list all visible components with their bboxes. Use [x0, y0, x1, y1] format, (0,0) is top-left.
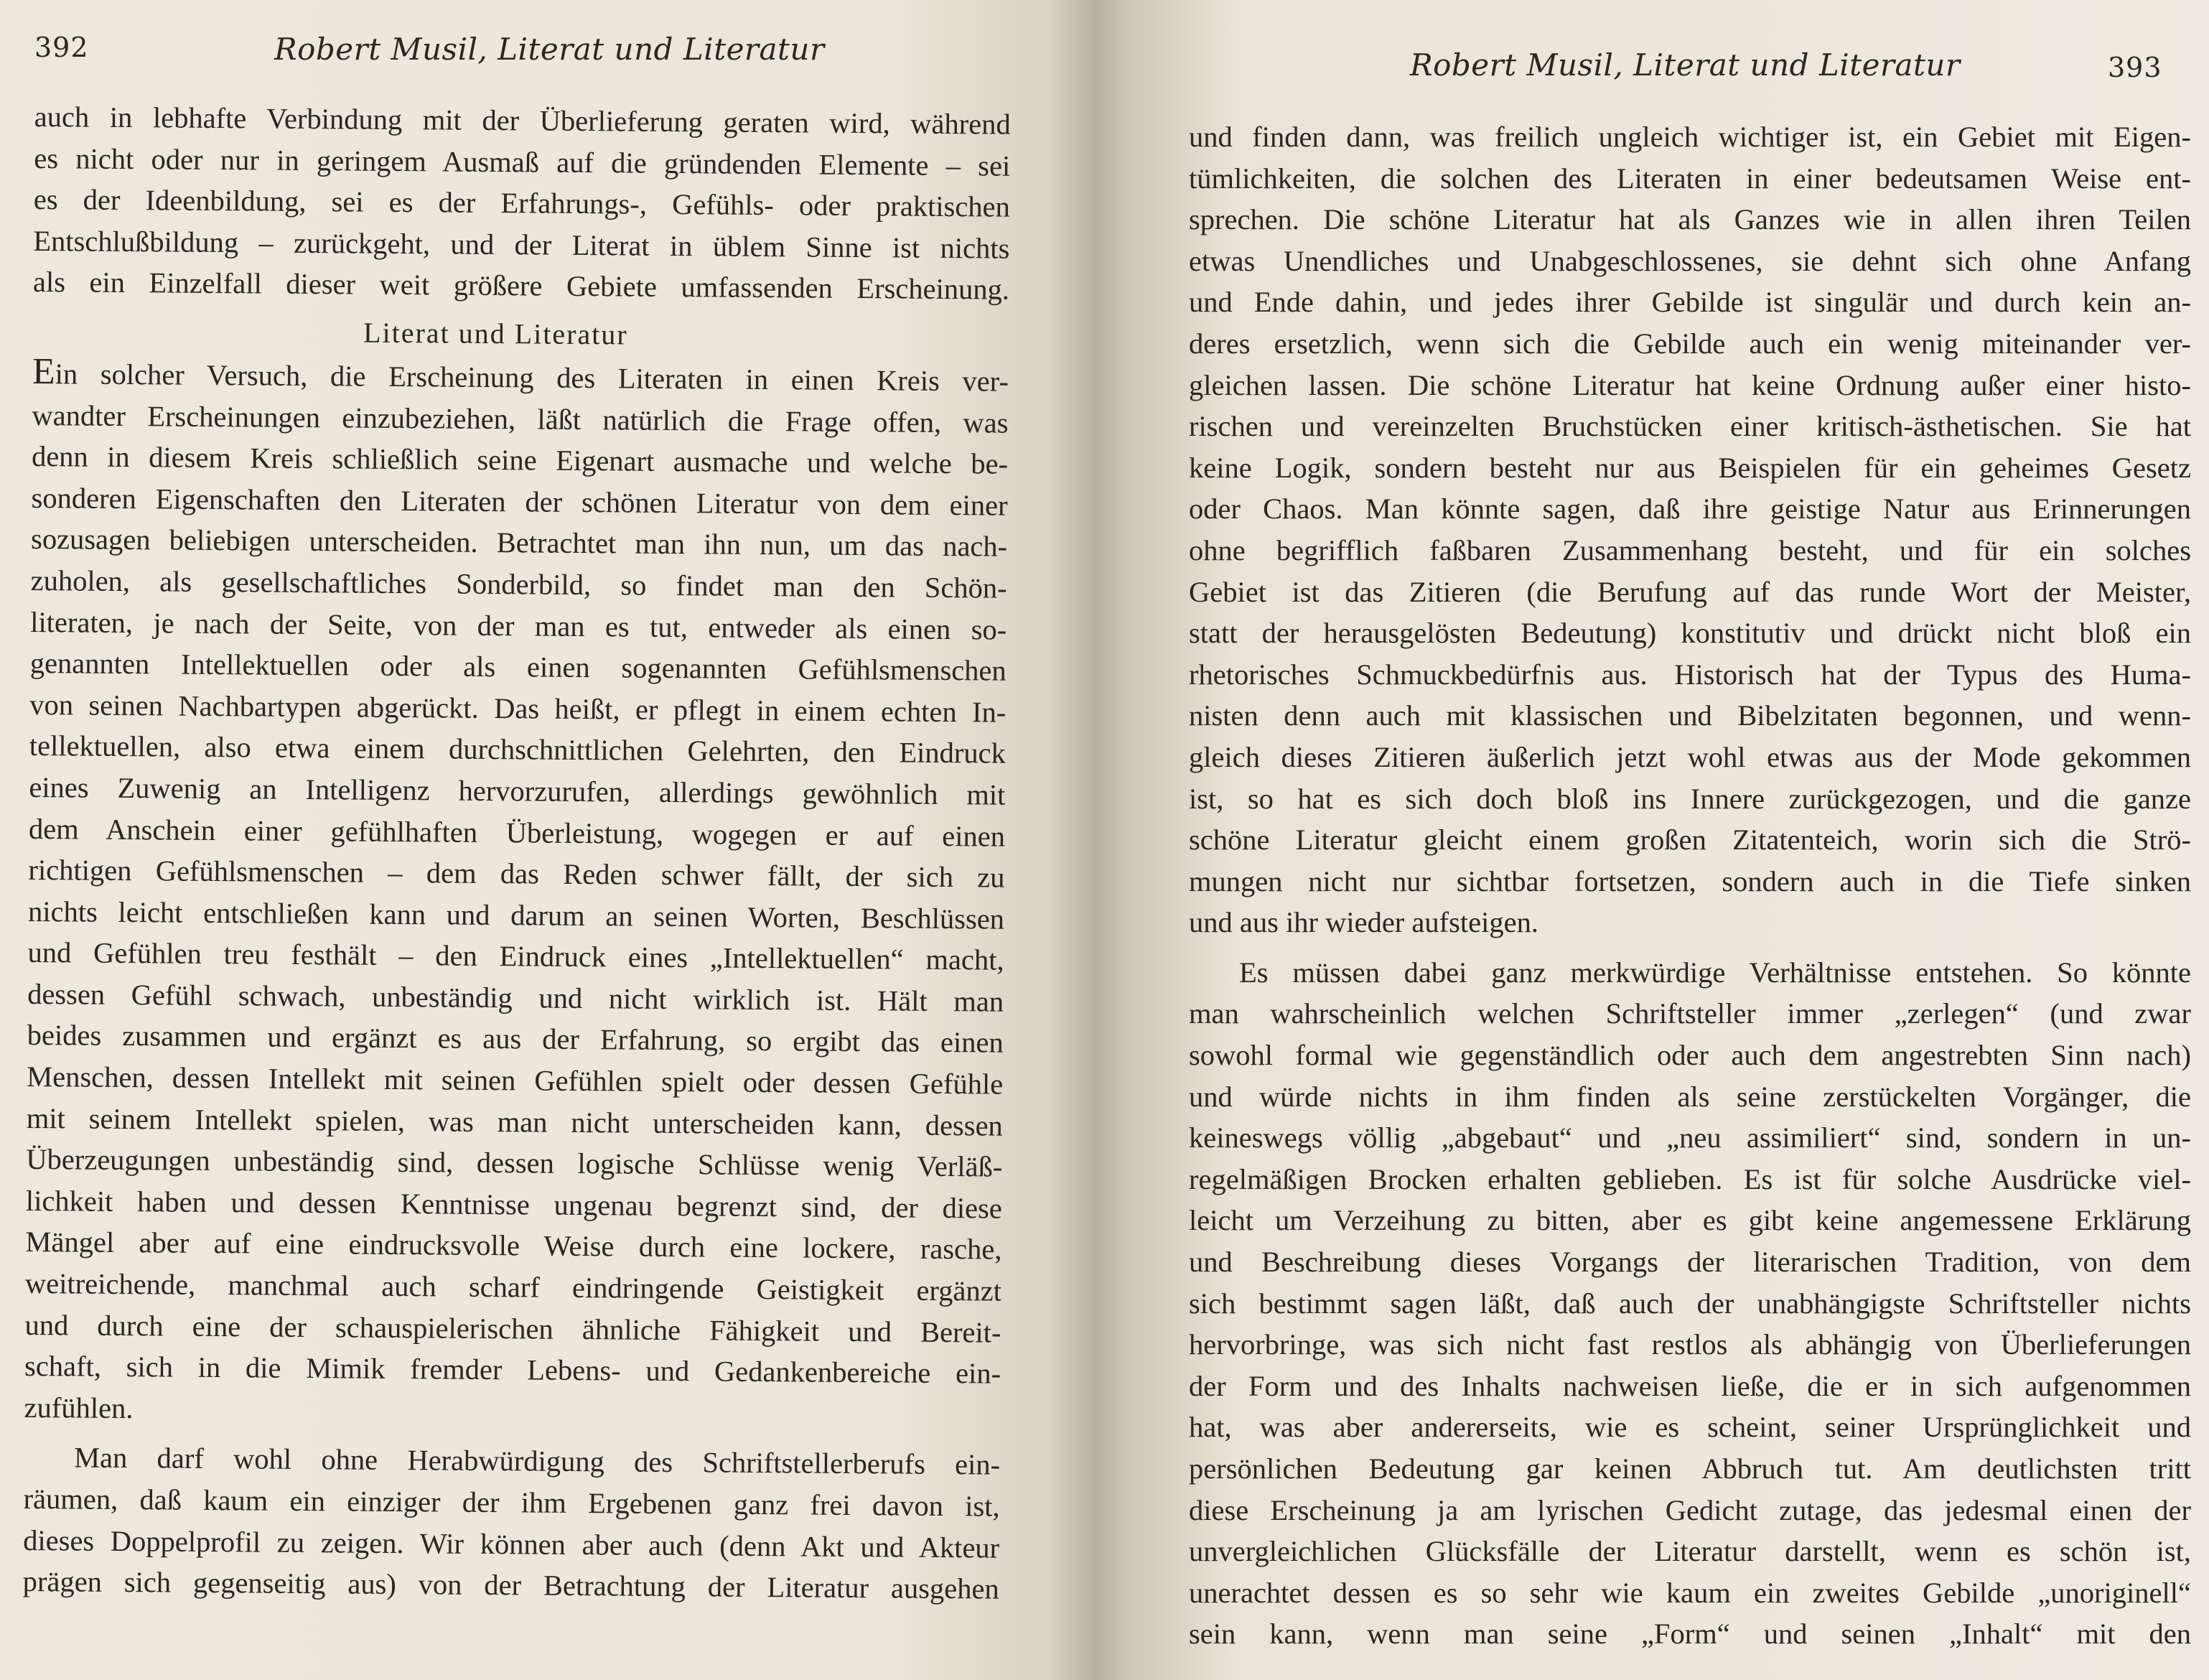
text-line: wandter Erscheinungen einzubeziehen, läßt natürlich die Frage offen, was — [32, 398, 1009, 439]
text-line: und Ende dahin, und jedes ihrer Gebilde ist singulär und durch kein an- — [1189, 286, 2191, 319]
text-line: Man darf wohl ohne Herabwürdigung des Schriftstellerberufs ein- — [73, 1441, 1001, 1482]
text-line: als ein Einzelfall dieser weit größere Gebiete umfassenden Erscheinung. — [32, 266, 1010, 307]
text-line: diese Erscheinung ja am lyrischen Gedicht zutage, das jedesmal einen der — [1189, 1493, 2191, 1526]
text-line: tellektuellen, also etwa einem durchschnittlichen Gelehrten, den Eindruck — [29, 729, 1007, 770]
text-line: dessen Gefühl schwach, unbeständig und nicht wirklich ist. Hält man — [27, 977, 1004, 1018]
text-line: etwas Unendliches und Unabgeschlossenes, sie dehnt sich ohne Anfang — [1189, 244, 2191, 277]
text-line: mungen nicht nur sichtbar fortsetzen, sondern auch in die Tiefe sinken — [1189, 864, 2191, 897]
text-line: und durch eine der schauspielerischen ähnliche Fähigkeit und Bereit- — [24, 1308, 1001, 1349]
left-page-number: 392 — [34, 32, 89, 63]
initial-letter: E — [32, 350, 55, 393]
text-line: schöne Literatur gleicht einem großen Zitatenteich, worin sich die Strö- — [1189, 823, 2191, 857]
text-line: persönlichen Bedeutung gar keinen Abbruch tut. Am deutlichsten tritt — [1189, 1452, 2191, 1485]
text-line: dieses Doppelprofil zu zeigen. Wir können aber auch (denn Akt und Akteur — [23, 1523, 1000, 1564]
right-page — [1117, 0, 2209, 1680]
text-line: genannten Intellektuellen oder als einen sogenannten Gefühlsmenschen — [29, 647, 1007, 687]
text-line: Menschen, dessen Intellekt mit seinen Gefühlen spielt oder dessen Gefühle — [27, 1060, 1004, 1101]
text-line: lichkeit haben und dessen Kenntnisse ungenau begrenzt sind, der diese — [25, 1184, 1003, 1225]
paragraph-gap — [1189, 943, 2191, 952]
text-line-first — [32, 350, 1009, 402]
left-page — [0, 0, 1091, 1680]
text-line: Gebiet ist das Zitieren (die Berufung auf das runde Wort der Meister, — [1189, 575, 2191, 608]
right-running-head: Robert Musil, Literat und Literatur — [1410, 47, 1961, 83]
text-line: weitreichende, manchmal auch scharf eindringende Geistigkeit ergänzt — [24, 1266, 1002, 1307]
text-line: eines Zuwenig an Intelligenz hervorzurufen, allerdings gewöhnlich mit — [29, 770, 1006, 811]
text-line: sozusagen beliebigen unterscheiden. Betrachtet man ihn nun, um das nach- — [30, 523, 1008, 564]
text-line-rest: in solcher Versuch, die Erscheinung des Literaten in einen Kreis ver- — [55, 358, 1009, 398]
text-line: sprechen. Die schöne Literatur hat als Ganzes wie in allen ihren Teilen — [1189, 203, 2191, 236]
text-line: prägen sich gegenseitig aus) von der Betrachtung der Literatur ausgehen — [22, 1565, 999, 1605]
text-line: rischen und vereinzelten Bruchstücken einer kritisch-ästhetischen. Sie hat — [1189, 410, 2191, 443]
text-line: und Beschreibung dieses Vorgangs der literarischen Tradition, von dem — [1189, 1246, 2191, 1279]
text-line: gleichen lassen. Die schöne Literatur hat keine Ordnung außer einer histo- — [1189, 368, 2191, 401]
right-page-number: 393 — [2108, 52, 2162, 83]
text-line: sich bestimmt sagen läßt, daß auch der unabhängigste Schriftsteller nichts — [1189, 1287, 2191, 1320]
text-line: oder Chaos. Man könnte sagen, daß ihre geistige Natur aus Erinnerungen — [1189, 493, 2191, 526]
text-line: ist, so hat es sich doch bloß ins Innere zurückgezogen, und die ganze — [1189, 782, 2191, 815]
text-line: von seinen Nachbartypen abgerückt. Das heißt, er pflegt in einem echten In- — [29, 688, 1007, 729]
text-line: schaft, sich in die Mimik fremder Lebens- und Gedankenbereiche ein- — [24, 1350, 1001, 1390]
text-line: rhetorisches Schmuckbedürfnis aus. Historisch hat der Typus des Huma- — [1189, 658, 2191, 691]
text-line: leicht um Verzeihung zu bitten, aber es gibt keine angemessene Erklärung — [1189, 1204, 2191, 1237]
left-text-block — [23, 96, 1011, 1610]
text-line: zuholen, als gesellschaftliches Sonderbild, so findet man den Schön- — [30, 564, 1007, 605]
text-line: Es müssen dabei ganz merkwürdige Verhältnisse entstehen. So könnte — [1239, 956, 2191, 989]
text-line: sein kann, wenn man seine „Form“ und seinen „Inhalt“ mit den — [1189, 1618, 2191, 1651]
text-line: literaten, je nach der Seite, von der man es tut, entweder als einen so- — [30, 605, 1007, 646]
text-line: es nicht oder nur in geringem Ausmaß auf die gründenden Elemente – sei — [34, 141, 1011, 182]
text-line: dem Anschein einer gefühlhaften Überleistung, wogegen er auf einen — [28, 812, 1006, 853]
text-line: richtigen Gefühlsmenschen – dem das Reden schwer fällt, der sich zu — [28, 854, 1005, 894]
text-line: mit seinem Intellekt spielen, was man nicht unterscheiden kann, dessen — [26, 1101, 1003, 1142]
text-line: zufühlen. — [24, 1391, 134, 1424]
left-running-head: Robert Musil, Literat und Literatur — [274, 32, 825, 67]
text-line: auch in lebhafte Verbindung mit der Überlieferung geraten wird, während — [34, 100, 1011, 141]
text-line: Überzeugungen unbeständig sind, dessen logische Schlüsse wenig Verläß- — [26, 1143, 1003, 1183]
text-line: und Gefühlen treu festhält – den Eindruck eines „Intellektuellen“ macht, — [27, 936, 1004, 976]
text-line: es der Ideenbildung, sei es der Erfahrungs-, Gefühls- oder praktischen — [33, 183, 1011, 223]
text-line: und aus ihr wieder aufsteigen. — [1189, 906, 1538, 939]
text-line: gleich dieses Zitieren äußerlich jetzt wohl etwas aus der Mode gekommen — [1189, 740, 2191, 773]
text-line: deres ersetzlich, wenn sich die Gebilde auch ein wenig miteinander ver- — [1189, 327, 2191, 360]
text-line: ohne begrifflich faßbaren Zusammenhang besteht, und für ein solches — [1189, 533, 2191, 566]
text-line: und finden dann, was freilich ungleich wichtiger ist, ein Gebiet mit Eigen- — [1189, 121, 2191, 153]
text-line: hat, was aber andererseits, wie es scheint, seiner Ursprünglichkeit und — [1189, 1411, 2191, 1444]
text-line: und würde nichts in ihm finden als seine zerstückelten Vorgänger, die — [1189, 1080, 2191, 1113]
text-line: regelmäßigen Brocken erhalten geblieben. Es ist für solche Ausdrücke viel- — [1189, 1162, 2191, 1195]
text-line: räumen, daß kaum ein einziger der ihm Ergebenen ganz frei davon ist, — [23, 1482, 1000, 1523]
text-line: unvergleichlichen Glücksfälle der Literatur darstellt, wenn es schön ist, — [1189, 1535, 2191, 1568]
text-line: man wahrscheinlich welchen Schriftsteller immer „zerlegen“ (und zwar — [1189, 997, 2191, 1030]
text-line: keine Logik, sondern besteht nur aus Beispielen für ein geheimes Gesetz — [1189, 451, 2191, 484]
text-line: denn in diesem Kreis schließlich seine Eigenart ausmache und welche be- — [31, 440, 1009, 480]
text-line: Mängel aber auf eine eindrucksvolle Weise durch eine lockere, rasche, — [25, 1226, 1002, 1266]
text-line: sonderen Eigenschaften den Literaten der schönen Literatur von dem einer — [31, 481, 1008, 522]
section-heading: Literat und Literatur — [363, 316, 628, 351]
text-line: Entschlußbildung – zurückgeht, und der Literat in üblem Sinne ist nichts — [33, 224, 1010, 265]
text-line: der Form und des Inhalts nachweisen ließe, die er in sich aufgenommen — [1189, 1369, 2191, 1402]
text-line: nisten denn auch mit klassischen und Bibelzitaten begonnen, und wenn- — [1189, 699, 2191, 732]
text-line: hervorbringe, was sich nicht fast restlos als abhängig von Überlieferungen — [1189, 1328, 2191, 1361]
text-line: keineswegs völlig „abgebaut“ und „neu assimiliert“ sind, sondern in un- — [1189, 1121, 2191, 1154]
text-line: beides zusammen und ergänzt es aus der Erfahrung, so ergibt das einen — [27, 1019, 1004, 1060]
text-line: statt der herausgelösten Bedeutung) konstitutiv und drückt nicht bloß ein — [1189, 617, 2191, 650]
text-line: sowohl formal wie gegenständlich oder auch dem angestrebten Sinn nach) — [1189, 1039, 2191, 1072]
text-line: nichts leicht entschließen kann und darum an seinen Worten, Beschlüssen — [27, 895, 1005, 935]
text-line: tümlichkeiten, die solchen des Literaten in einer bedeutsamen Weise ent- — [1189, 162, 2191, 195]
right-text-block — [1189, 116, 2191, 1655]
text-line: unerachtet dessen es so sehr wie kaum ein zweites Gebilde „unoriginell“ — [1189, 1576, 2191, 1609]
